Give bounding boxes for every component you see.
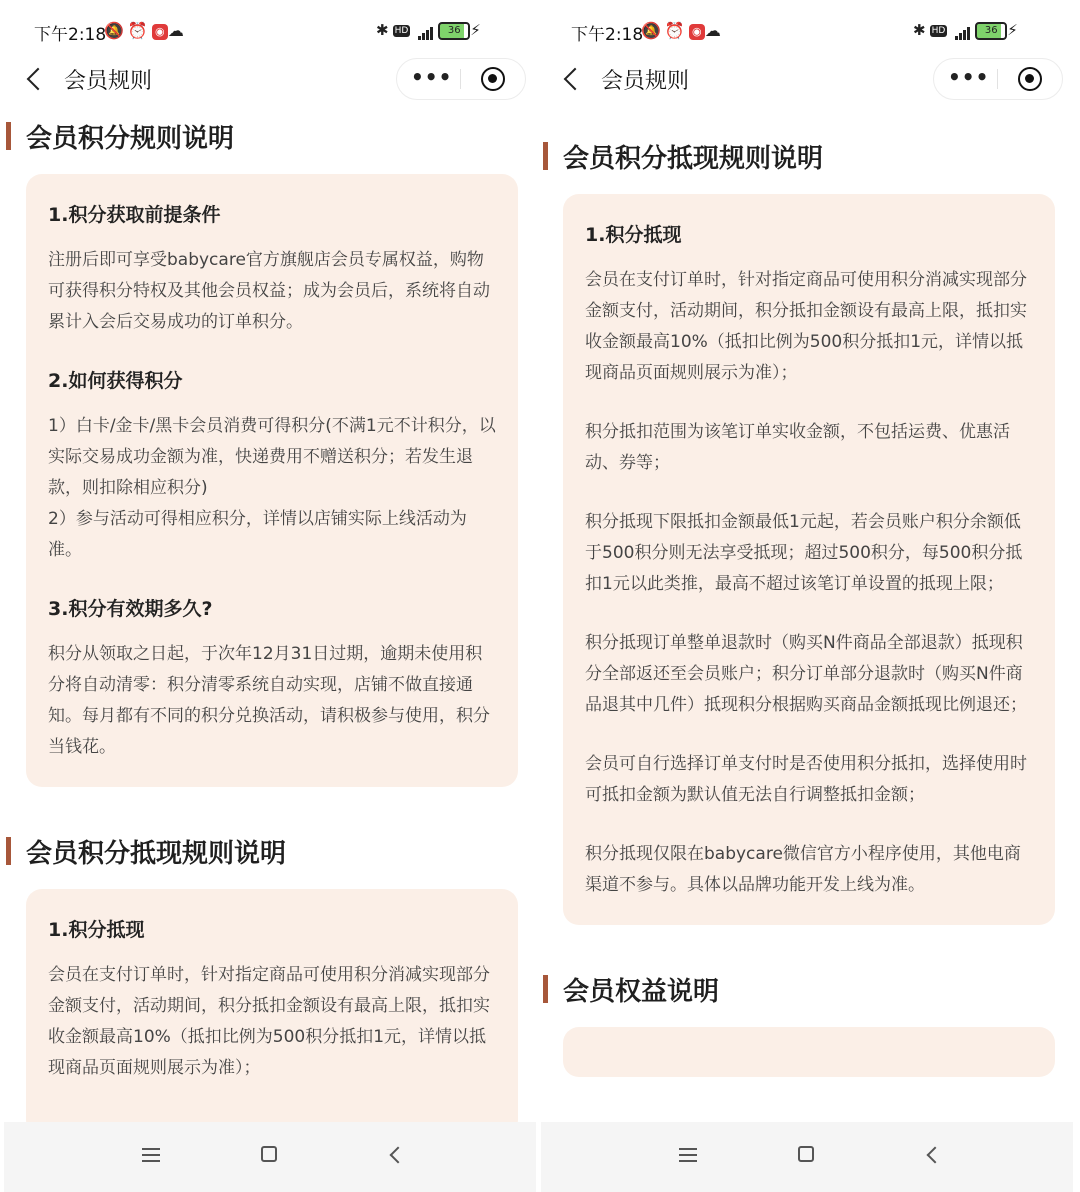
item-heading: 1.积分获取前提条件 (48, 204, 221, 226)
battery-icon: 36 (975, 22, 1007, 40)
system-icons (913, 21, 1018, 40)
status-bar (541, 18, 1073, 46)
section-title-points-cash (541, 132, 1073, 180)
item-paragraph: 积分抵现订单整单退款时（购买N件商品全部退款）抵现积分全部返还至会员账户；积分订单部分退款时（购买N件商品退其中几件）抵现积分根据购买商品金额抵现比例退还； (585, 633, 1027, 715)
content (4, 112, 536, 1136)
system-icons (376, 21, 481, 40)
back-nav-icon[interactable] (386, 1144, 406, 1164)
section-spacer (541, 925, 1073, 965)
item-paragraph: 会员可自行选择订单支付时是否使用积分抵扣，选择使用时可抵扣金额为默认值无法自行调整抵扣金额； (585, 754, 1027, 805)
battery-icon: 36 (438, 22, 470, 40)
back-nav-icon[interactable] (923, 1144, 943, 1164)
section-title-points-cash (4, 827, 536, 875)
member-benefits-card (563, 1027, 1055, 1077)
section-title-text: 会员积分抵现规则说明 (563, 144, 824, 174)
more-icon[interactable]: ••• (411, 65, 453, 89)
app-notification-icon: ◉ (152, 24, 168, 40)
accent-bar (6, 122, 11, 150)
page-title: 会员规则 (64, 69, 153, 94)
section-title-member-benefits (541, 965, 1073, 1013)
item-paragraph: 1）白卡/金卡/黑卡会员消费可得积分(不满1元不计积分，以实际交易成功金额为准，快递费用不赠送积分；若发生退款，则扣除相应积分) (48, 416, 496, 498)
cloud-icon: ☁ (167, 21, 188, 40)
alarm-icon: ⏰ (664, 21, 689, 40)
accent-bar (6, 837, 11, 865)
item-paragraph: 积分抵扣范围为该笔订单实收金额，不包括运费、优惠活动、券等； (585, 422, 1010, 473)
home-icon[interactable] (798, 1146, 814, 1162)
hd-icon: HD (931, 25, 946, 36)
left-screen (4, 0, 536, 1192)
bluetooth-icon: ✱ (913, 21, 926, 39)
right-screen (541, 0, 1073, 1192)
section-title-text: 会员积分抵现规则说明 (26, 839, 287, 869)
menu-icon[interactable] (142, 1148, 160, 1162)
alarm-icon: ⏰ (127, 21, 152, 40)
item-heading: 3.积分有效期多久? (48, 598, 213, 620)
status-bar (4, 18, 536, 46)
cloud-icon: ☁ (704, 21, 725, 40)
status-time: 下午2:18 (34, 25, 107, 45)
bluetooth-icon: ✱ (376, 21, 389, 39)
item-paragraph: 积分抵现下限抵扣金额最低1元起，若会员账户积分余额低于500积分则无法享受抵现；超过500积分，每500积分抵扣1元以此类推，最高不超过该笔订单设置的抵现上限； (585, 512, 1023, 594)
back-button[interactable] (22, 60, 48, 96)
accent-bar (543, 975, 548, 1003)
item-paragraph: 2）参与活动可得相应积分，详情以店铺实际上线活动为准。 (48, 509, 467, 560)
nav-bar (4, 56, 536, 100)
more-icon[interactable]: ••• (948, 65, 990, 89)
notification-icons (104, 21, 188, 40)
miniprogram-capsule (933, 58, 1063, 100)
charging-icon: ⚡ (470, 21, 481, 39)
accent-bar (543, 142, 548, 170)
item-paragraph: 注册后即可享受babycare官方旗舰店会员专属权益，购物可获得积分特权及其他会员权益；成为会员后，系统将自动累计入会后交易成功的订单积分。 (48, 250, 490, 332)
section-title-text: 会员权益说明 (563, 977, 720, 1007)
section-spacer (4, 787, 536, 827)
item-paragraph: 会员在支付订单时，针对指定商品可使用积分消减实现部分金额支付，活动期间，积分抵扣金额设有最高上限，抵扣实收金额最高10%（抵扣比例为500积分抵扣1元，详情以抵现商品页面规则展示为准）； (48, 965, 490, 1078)
capsule-divider (997, 69, 998, 89)
mute-bell-icon: 🔕 (641, 21, 665, 40)
capsule-divider (460, 69, 461, 89)
section-title-points-rules (4, 112, 536, 160)
points-cash-card (563, 194, 1055, 925)
menu-icon[interactable] (679, 1148, 697, 1162)
mute-bell-icon: 🔕 (104, 21, 128, 40)
hd-icon: HD (394, 25, 409, 36)
system-nav-bar (4, 1122, 536, 1192)
item-paragraph: 会员在支付订单时，针对指定商品可使用积分消减实现部分金额支付，活动期间，积分抵扣金额设有最高上限，抵扣实收金额最高10%（抵扣比例为500积分抵扣1元，详情以抵现商品页面规则展示为准）； (585, 270, 1027, 383)
status-time: 下午2:18 (571, 25, 644, 45)
close-miniprogram-icon[interactable] (481, 67, 505, 91)
section-title-text: 会员积分规则说明 (26, 124, 235, 154)
miniprogram-capsule (396, 58, 526, 100)
home-icon[interactable] (261, 1146, 277, 1162)
signal-icon (418, 22, 434, 40)
charging-icon: ⚡ (1007, 21, 1018, 39)
item-paragraph: 积分从领取之日起，于次年12月31日过期，逾期未使用积分将自动清零：积分清零系统自动实现，店铺不做直接通知。每月都有不同的积分兑换活动，请积极参与使用，积分当钱花。 (48, 644, 490, 757)
item-paragraph: 积分抵现仅限在babycare微信官方小程序使用，其他电商渠道不参与。具体以品牌功能开发上线为准。 (585, 844, 1021, 895)
page-title: 会员规则 (601, 69, 690, 94)
signal-icon (955, 22, 971, 40)
notification-icons (641, 21, 725, 40)
item-heading: 2.如何获得积分 (48, 370, 183, 392)
item-heading: 1.积分抵现 (48, 919, 145, 941)
item-heading: 1.积分抵现 (585, 224, 682, 246)
back-button[interactable] (559, 60, 585, 96)
points-cash-card (26, 889, 518, 1136)
points-rules-card (26, 174, 518, 787)
app-notification-icon: ◉ (689, 24, 705, 40)
nav-bar (541, 56, 1073, 100)
close-miniprogram-icon[interactable] (1018, 67, 1042, 91)
content (541, 132, 1073, 1077)
system-nav-bar (541, 1122, 1073, 1192)
